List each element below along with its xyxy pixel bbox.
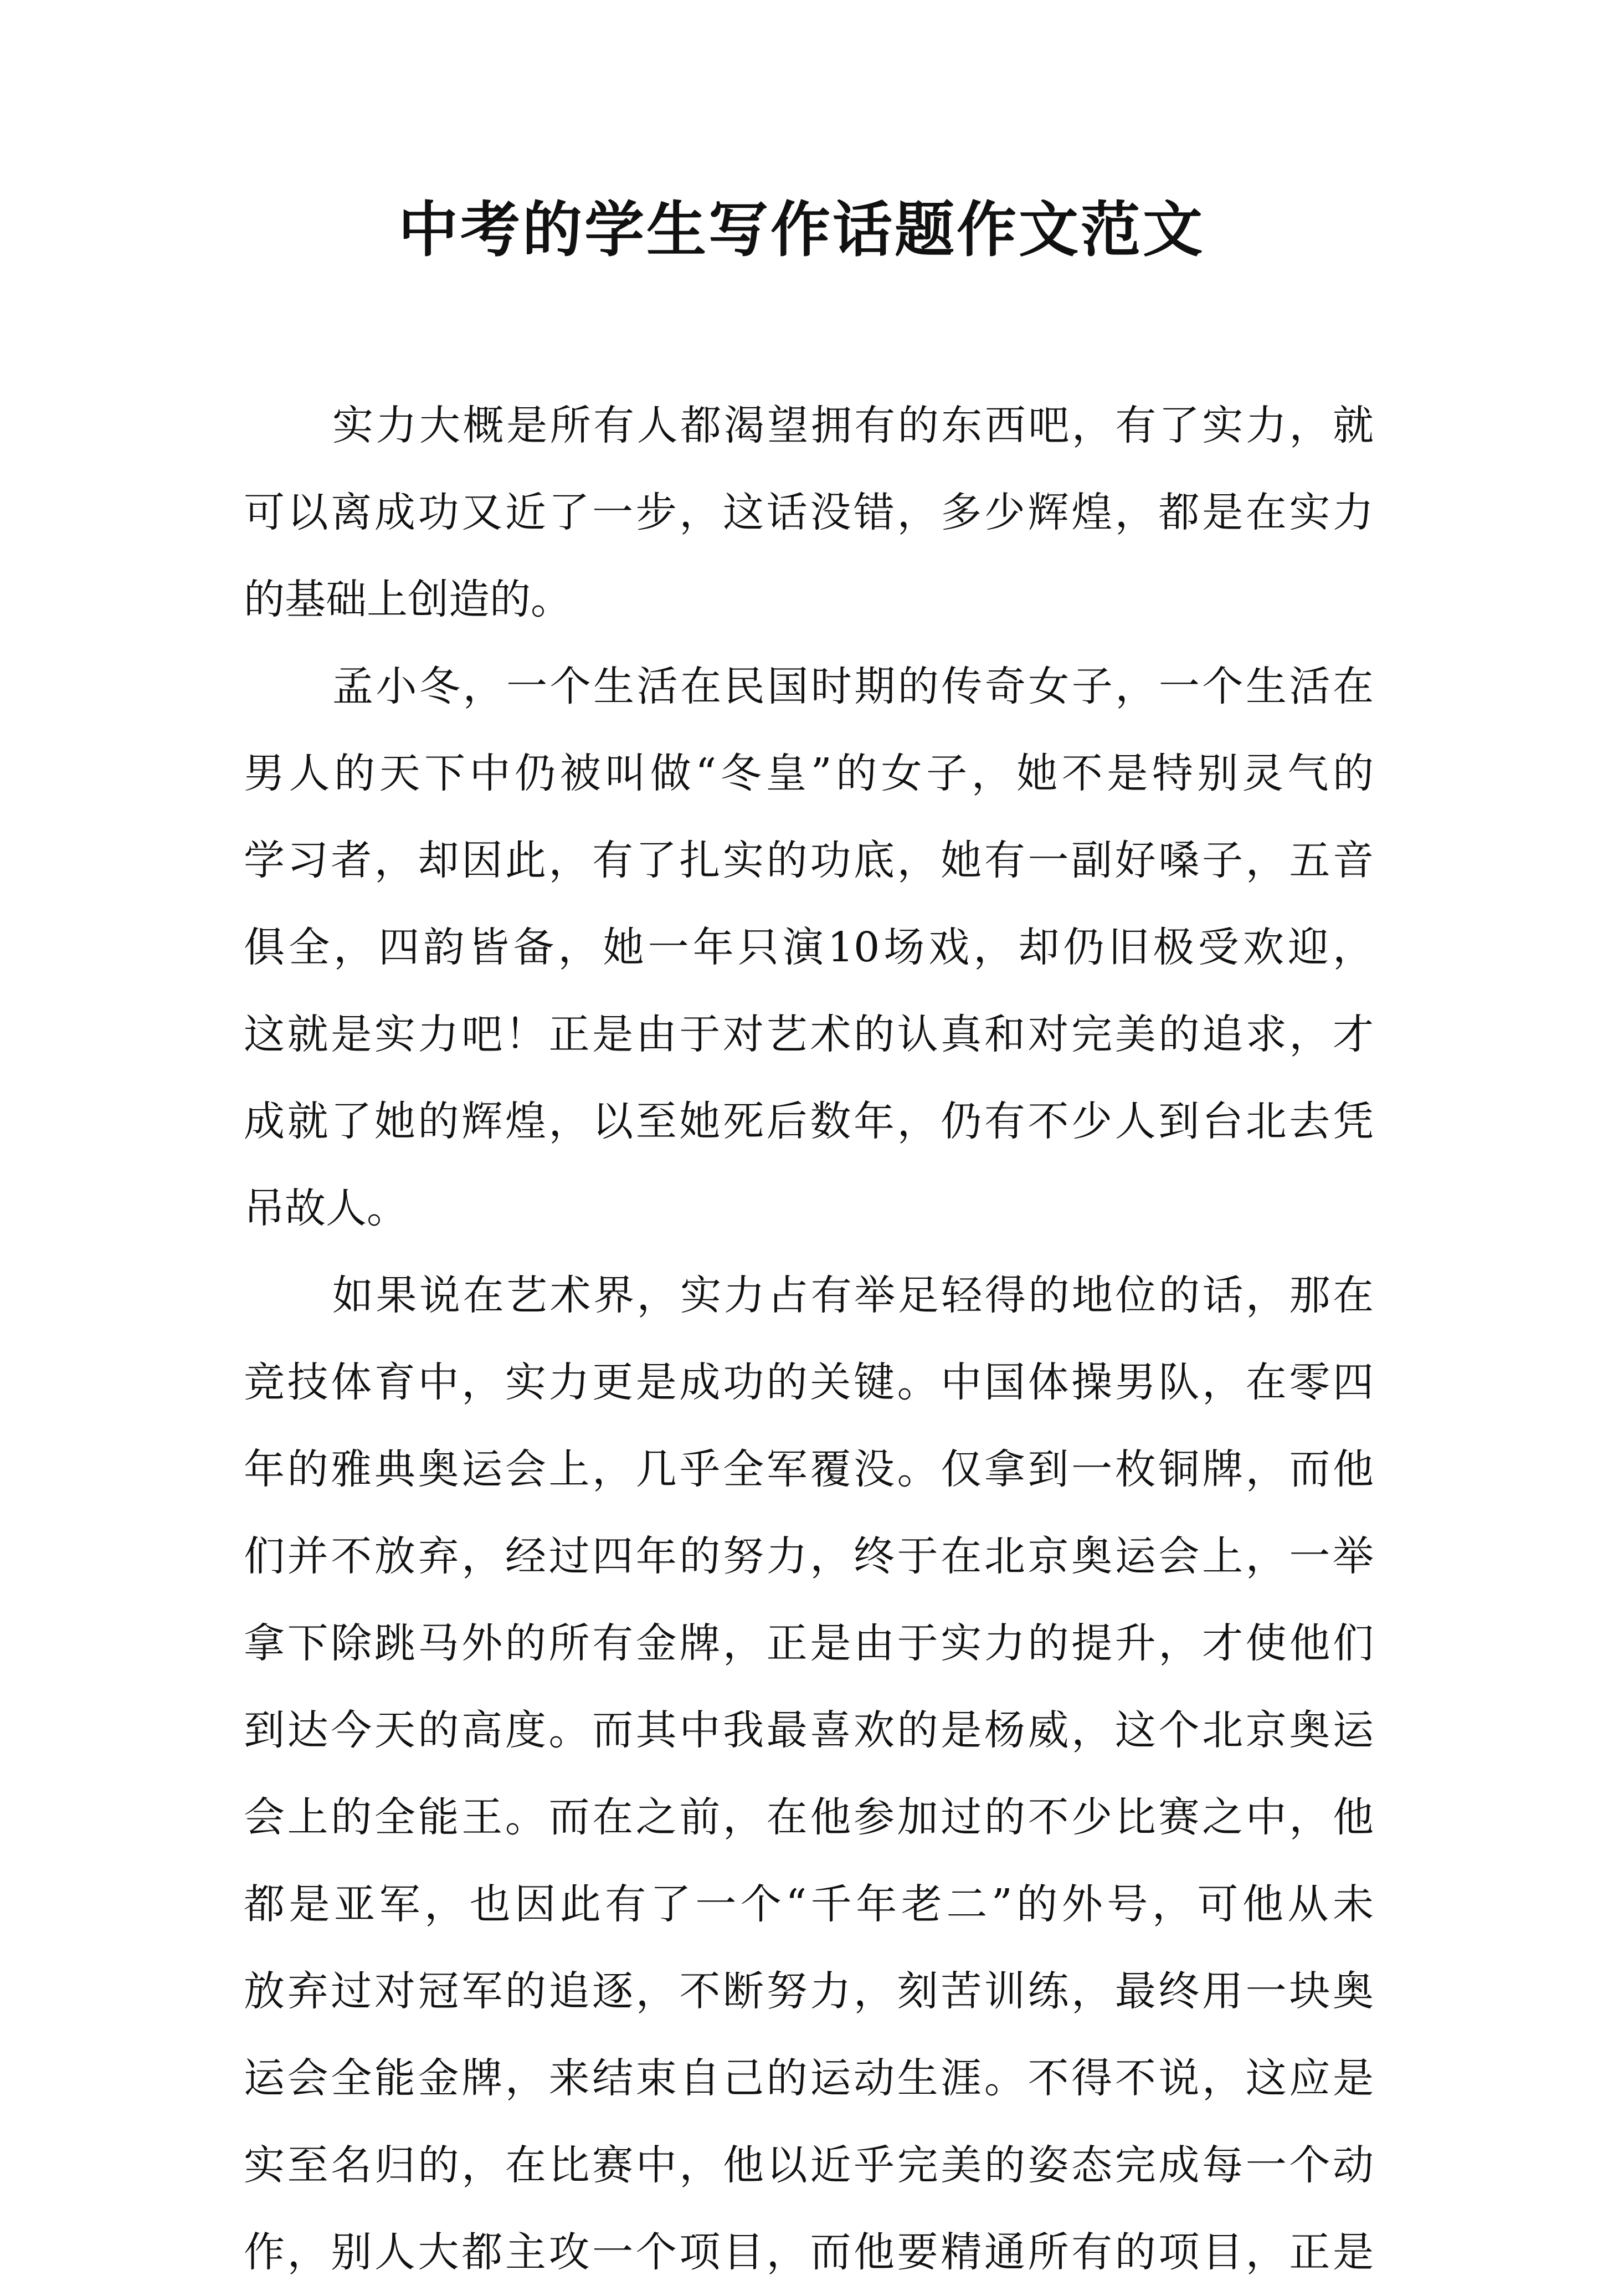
text-line: 如果说在艺术界，实力占有举足轻得的地位的话，那在	[332, 1272, 1374, 1319]
text-line: 年的雅典奥运会上，几乎全军覆没。仅拿到一枚铜牌，而他	[244, 1446, 1374, 1493]
text-line: 学习者，却因此，有了扎实的功底，她有一副好嗓子，五音	[244, 837, 1374, 884]
text-line: 竞技体育中，实力更是成功的关键。中国体操男队，在零四	[244, 1359, 1374, 1406]
text-line: 到达今天的高度。而其中我最喜欢的是杨威，这个北京奥运	[244, 1706, 1374, 1754]
text-line: 拿下除跳马外的所有金牌，正是由于实力的提升，才使他们	[244, 1620, 1374, 1667]
text-line: 俱全，四韵皆备，她一年只演10场戏，却仍旧极受欢迎，	[244, 924, 1374, 971]
text-line: 们并不放弃，经过四年的努力，终于在北京奥运会上，一举	[244, 1533, 1374, 1580]
text-line: 男人的天下中仍被叫做“冬皇”的女子，她不是特别灵气的	[244, 750, 1374, 797]
text-line: 实至名归的，在比赛中，他以近乎完美的姿态完成每一个动	[244, 2141, 1374, 2189]
text-line: 吊故人。	[244, 1185, 408, 1232]
text-line: 运会全能金牌，来结束自己的运动生涯。不得不说，这应是	[244, 2054, 1374, 2102]
text-line: 这就是实力吧！正是由于对艺术的认真和对完美的追求，才	[244, 1011, 1374, 1058]
text-line: 可以离成功又近了一步，这话没错，多少辉煌，都是在实力	[244, 489, 1374, 536]
text-line: 成就了她的辉煌，以至她死后数年，仍有不少人到台北去凭	[244, 1098, 1374, 1145]
document-title: 中考的学生写作话题作文范文	[398, 195, 1205, 265]
text-line: 作，别人大都主攻一个项目，而他要精通所有的项目，正是	[244, 2228, 1374, 2276]
text-line: 会上的全能王。而在之前，在他参加过的不少比赛之中，他	[244, 1793, 1374, 1841]
text-line: 放弃过对冠军的追逐，不断努力，刻苦训练，最终用一块奥	[244, 1967, 1374, 2015]
text-line: 的基础上创造的。	[244, 576, 572, 623]
text-line: 实力大概是所有人都渴望拥有的东西吧，有了实力，就	[332, 402, 1374, 449]
text-line: 孟小冬，一个生活在民国时期的传奇女子，一个生活在	[332, 663, 1374, 710]
text-line: 都是亚军，也因此有了一个“千年老二”的外号，可他从未	[244, 1880, 1374, 1928]
document-body	[244, 382, 1374, 2296]
